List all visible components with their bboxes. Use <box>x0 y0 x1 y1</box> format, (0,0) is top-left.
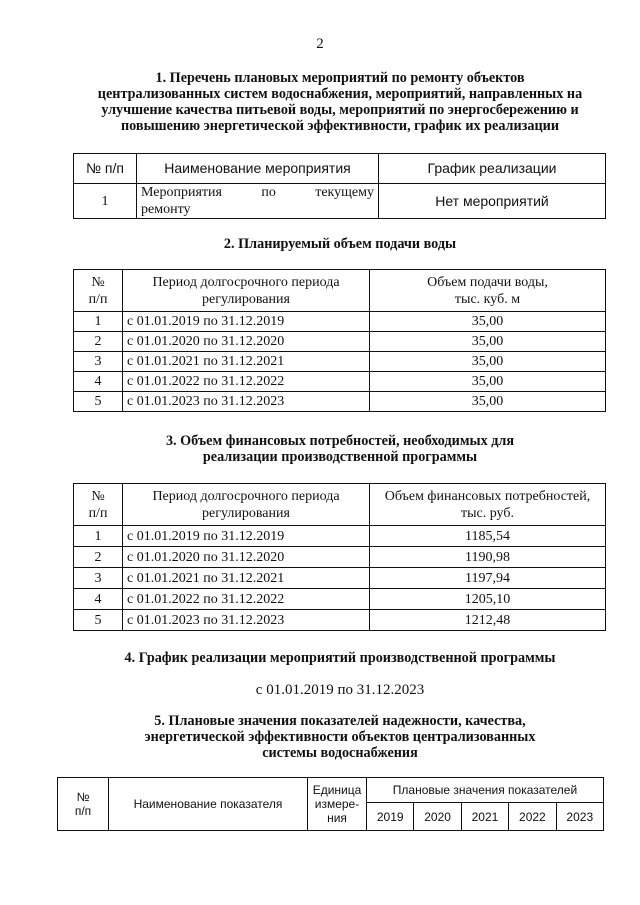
col-header-num <box>58 778 109 831</box>
header-text: тыс. куб. м <box>454 291 521 307</box>
col-header-num: № п/п <box>74 154 137 184</box>
row-period: с 01.01.2020 по 31.12.2020 <box>123 332 370 352</box>
section4-period: с 01.01.2019 по 31.12.2023 <box>255 682 425 698</box>
table-row <box>74 332 606 352</box>
row-period: с 01.01.2019 по 31.12.2019 <box>123 526 370 547</box>
row-num: 2 <box>74 547 123 568</box>
section5-title-line: энергетической эффективности объектов централизованных <box>144 729 536 745</box>
row-num: 1 <box>74 184 137 219</box>
section1-title-line: централизованных систем водоснабжения, мероприятий, направленных на <box>97 86 583 102</box>
row-period: с 01.01.2022 по 31.12.2022 <box>123 372 370 392</box>
row-period: с 01.01.2023 по 31.12.2023 <box>123 610 370 631</box>
section4-title: 4. График реализации мероприятий производственной программы <box>124 650 556 666</box>
table-header-row <box>58 778 604 803</box>
section1-table <box>73 153 606 219</box>
row-num: 4 <box>74 589 123 610</box>
row-value: 35,00 <box>370 372 606 392</box>
row-period: с 01.01.2023 по 31.12.2023 <box>123 392 370 412</box>
table-row <box>74 184 606 219</box>
table-row <box>74 392 606 412</box>
row-value: 35,00 <box>370 332 606 352</box>
header-text: ния <box>327 811 347 825</box>
header-text: измере- <box>314 797 360 811</box>
row-num: 5 <box>74 610 123 631</box>
row-name <box>137 184 379 219</box>
section5-title-line: системы водоснабжения <box>262 745 418 761</box>
row-value: 1197,94 <box>370 568 606 589</box>
table-header-row <box>74 484 606 526</box>
row-value: 1212,48 <box>370 610 606 631</box>
section3-title-line: реализации производственной программы <box>202 449 478 465</box>
section3-title <box>0 433 640 465</box>
section1-title <box>0 70 640 134</box>
row-period: с 01.01.2020 по 31.12.2020 <box>123 547 370 568</box>
section5-table <box>57 777 604 831</box>
col-header-year: 2020 <box>414 803 461 831</box>
section1-title-line: повышению энергетической эффективности, график их реализации <box>121 118 559 134</box>
table-row <box>74 568 606 589</box>
table-row <box>74 610 606 631</box>
row-name-word: Мероприятия <box>141 185 222 200</box>
table-row <box>74 526 606 547</box>
header-text: регулирования <box>202 291 290 307</box>
header-text: Единица <box>312 783 362 797</box>
col-header-num <box>74 270 123 312</box>
col-header-year: 2022 <box>509 803 556 831</box>
row-value: 1185,54 <box>370 526 606 547</box>
table-row <box>74 547 606 568</box>
col-header-period <box>123 270 370 312</box>
header-text: № <box>91 488 105 504</box>
table-row <box>74 312 606 332</box>
col-header-year: 2019 <box>367 803 414 831</box>
row-name-line1 <box>141 184 374 201</box>
row-name-line2: ремонту <box>141 202 191 217</box>
row-value: 1190,98 <box>370 547 606 568</box>
row-value: 35,00 <box>370 392 606 412</box>
col-header-planned: Плановые значения показателей <box>367 778 604 803</box>
header-text: Объем финансовых потребностей, <box>384 488 591 504</box>
row-num: 4 <box>74 372 123 392</box>
section2-title: 2. Планируемый объем подачи воды <box>223 236 457 252</box>
col-header-indicator: Наименование показателя <box>109 778 308 831</box>
col-header-num <box>74 484 123 526</box>
row-num: 5 <box>74 392 123 412</box>
col-header-name: Наименование мероприятия <box>137 154 379 184</box>
row-num: 2 <box>74 332 123 352</box>
table-row <box>74 352 606 372</box>
section3-table <box>73 483 606 631</box>
header-text: Период долгосрочного периода <box>152 488 340 504</box>
row-name-word: текущему <box>315 185 374 200</box>
header-text: № <box>91 274 105 290</box>
table-row <box>74 589 606 610</box>
header-text: Период долгосрочного периода <box>152 274 340 290</box>
col-header-unit <box>308 778 367 831</box>
col-header-year: 2023 <box>556 803 603 831</box>
header-text: регулирования <box>202 505 290 521</box>
row-value: 35,00 <box>370 312 606 332</box>
row-period: с 01.01.2022 по 31.12.2022 <box>123 589 370 610</box>
col-header-year: 2021 <box>461 803 508 831</box>
table-header-row <box>74 270 606 312</box>
row-value: 1205,10 <box>370 589 606 610</box>
header-text: № <box>76 790 90 804</box>
row-num: 1 <box>74 526 123 547</box>
section5-title <box>0 713 640 761</box>
row-name-word: по <box>261 185 276 200</box>
header-text: п/п <box>74 804 92 818</box>
col-header-schedule: График реализации <box>379 154 606 184</box>
row-period: с 01.01.2021 по 31.12.2021 <box>123 568 370 589</box>
row-num: 1 <box>74 312 123 332</box>
row-schedule: Нет мероприятий <box>379 184 606 219</box>
row-period: с 01.01.2021 по 31.12.2021 <box>123 352 370 372</box>
row-period: с 01.01.2019 по 31.12.2019 <box>123 312 370 332</box>
header-text: Объем подачи воды, <box>427 274 548 290</box>
section5-title-line: 5. Плановые значения показателей надежности, качества, <box>154 713 526 729</box>
header-text: п/п <box>88 291 108 307</box>
header-text: п/п <box>88 505 108 521</box>
col-header-period <box>123 484 370 526</box>
row-num: 3 <box>74 568 123 589</box>
header-text: тыс. руб. <box>461 505 514 521</box>
col-header-volume <box>370 270 606 312</box>
section2-table <box>73 269 606 412</box>
row-value: 35,00 <box>370 352 606 372</box>
row-num: 3 <box>74 352 123 372</box>
table-row <box>74 372 606 392</box>
col-header-finance <box>370 484 606 526</box>
section3-title-line: 3. Объем финансовых потребностей, необходимых для <box>165 433 515 449</box>
section1-title-line: 1. Перечень плановых мероприятий по ремонту объектов <box>155 70 525 86</box>
table-header-row <box>74 154 606 184</box>
page-number: 2 <box>316 36 324 52</box>
section1-title-line: улучшение качества питьевой воды, мероприятий по энергосбережению и <box>101 102 579 118</box>
